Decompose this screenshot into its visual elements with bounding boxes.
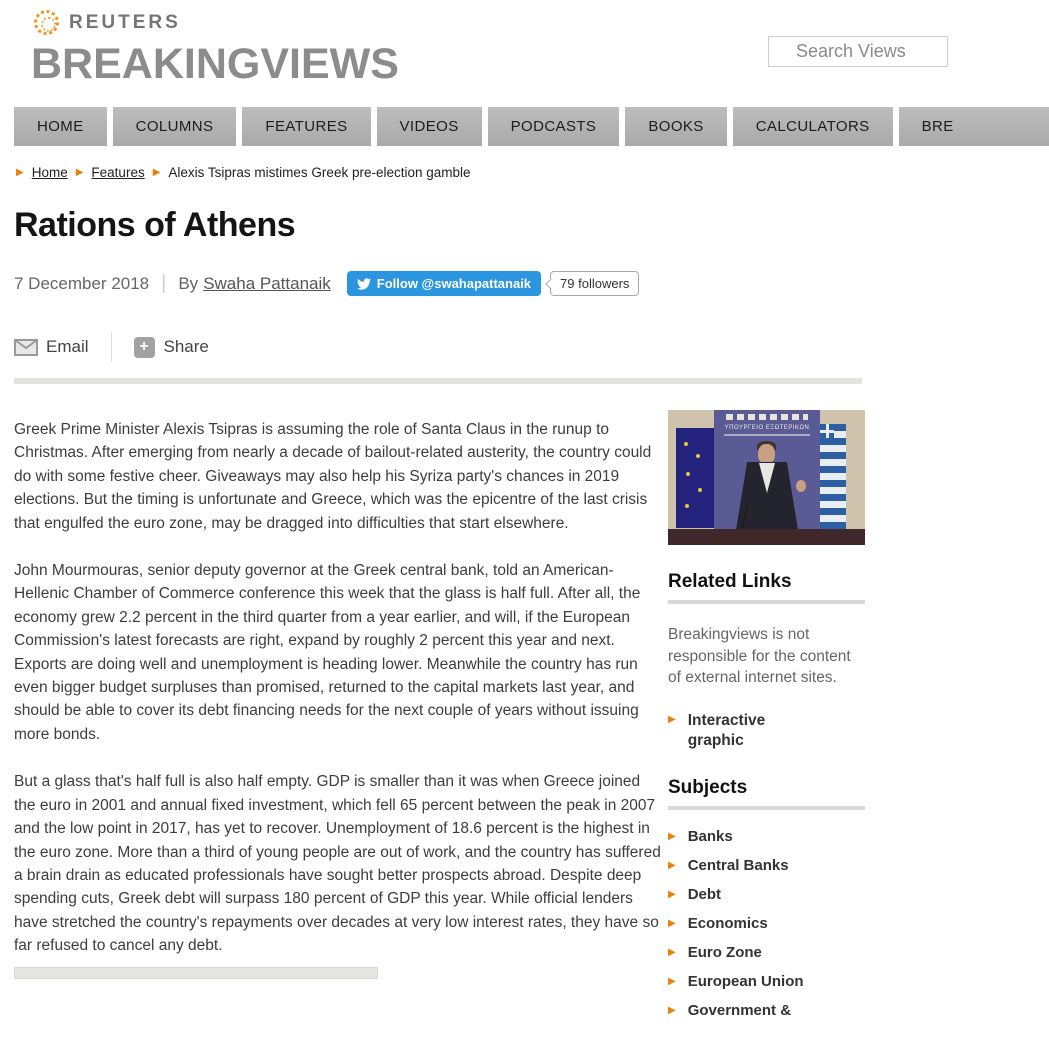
article-date: 7 December 2018 bbox=[14, 273, 150, 293]
bullet-arrow-icon: ▶ bbox=[668, 859, 676, 871]
author-link[interactable]: Swaha Pattanaik bbox=[203, 273, 331, 293]
eu-flag bbox=[676, 428, 714, 528]
subject-item-central-banks[interactable]: ▶ Central Banks bbox=[668, 856, 789, 874]
bullet-arrow-icon: ▶ bbox=[668, 713, 676, 725]
next-block-partial bbox=[14, 967, 378, 979]
breadcrumb-arrow-icon: ▶ bbox=[75, 166, 84, 178]
bullet-arrow-icon: ▶ bbox=[668, 975, 676, 987]
breadcrumb-link-home[interactable]: Home bbox=[31, 165, 68, 180]
breakingviews-wordmark[interactable]: BREAKINGVIEWS bbox=[31, 40, 399, 88]
bullet-arrow-icon: ▶ bbox=[668, 1004, 676, 1016]
sidebar bbox=[668, 410, 865, 1018]
bullet-arrow-icon: ▶ bbox=[668, 830, 676, 842]
search-input[interactable] bbox=[768, 36, 948, 67]
followers-count-badge[interactable]: 79 followers bbox=[550, 271, 639, 296]
photo-backdrop-subtext bbox=[724, 434, 810, 436]
article-body bbox=[14, 418, 662, 958]
share-divider bbox=[111, 332, 112, 362]
greek-flag-cross bbox=[820, 424, 834, 438]
share-button[interactable]: Share bbox=[163, 337, 209, 356]
twitter-follow-label: Follow @swahapattanaik bbox=[376, 276, 532, 291]
twitter-follow-button[interactable] bbox=[347, 271, 541, 296]
greek-flag bbox=[820, 424, 846, 545]
email-button[interactable]: Email bbox=[46, 337, 89, 356]
subject-item-government-clipped[interactable]: ▶ Government & bbox=[668, 1001, 792, 1019]
nav-item-books[interactable]: BOOKS bbox=[625, 107, 726, 146]
main-nav bbox=[14, 107, 954, 146]
subject-item-euro-zone[interactable]: ▶ Euro Zone bbox=[668, 943, 762, 961]
article-paragraph: John Mourmouras, senior deputy governor at the Greek central bank, told an American-Hellenic Chamber of Commerce conference this week that the glass is half full. After all, the economy grew 2.2 percent in the third quarter from a year earlier, and will, if the European Commission's latest forecasts are right, expand by roughly 2 percent this year and next. Exports are doing well and unemployment is heading lower. Meanwhile the country has run even bigger budget surpluses than promised, returned to the capital markets last year, and should be able to cover its debt financing needs for the next couple of years without issuing more bonds. bbox=[14, 562, 641, 743]
speaker-head bbox=[758, 444, 775, 464]
photo-backdrop-text: ΥΠΟΥΡΓΕΙΟ ΕΞΩΤΕΡΙΚΩΝ bbox=[724, 425, 810, 431]
breadcrumb-link-features[interactable]: Features bbox=[91, 165, 145, 180]
twitter-bird-icon bbox=[357, 277, 371, 291]
subjects-heading: Subjects bbox=[668, 776, 748, 798]
podium bbox=[668, 529, 865, 545]
site-header bbox=[0, 0, 880, 103]
bullet-arrow-icon: ▶ bbox=[668, 888, 676, 900]
subjects-list bbox=[668, 828, 865, 1018]
subject-item-banks[interactable]: ▶ Banks bbox=[668, 827, 733, 845]
breadcrumb-current: Alexis Tsipras mistimes Greek pre-election gamble bbox=[168, 165, 471, 180]
breadcrumb bbox=[16, 165, 471, 180]
nav-item-features[interactable]: FEATURES bbox=[242, 107, 370, 146]
nav-item-home[interactable]: HOME bbox=[14, 107, 107, 146]
bullet-arrow-icon: ▶ bbox=[668, 917, 676, 929]
nav-item-breakdown-clipped[interactable]: BRE bbox=[899, 107, 1049, 146]
related-links-heading: Related Links bbox=[668, 571, 792, 592]
nav-item-columns[interactable]: COLUMNS bbox=[113, 107, 237, 146]
email-icon bbox=[14, 339, 38, 356]
section-divider bbox=[14, 378, 862, 384]
nav-item-calculators[interactable]: CALCULATORS bbox=[733, 107, 893, 146]
related-link-interactive-graphic[interactable] bbox=[668, 711, 865, 751]
reuters-logo-icon bbox=[34, 10, 59, 35]
subject-item-debt[interactable]: ▶ Debt bbox=[668, 885, 722, 903]
breadcrumb-arrow-icon: ▶ bbox=[152, 166, 161, 178]
article-paragraph: But a glass that's half full is also half empty. GDP is smaller than it was when Greece joined the euro in 2001 and annual fixed investment, which fell 65 percent between the peak in 2007 and the low point in 2017, has yet to recover. Unemployment of 18.6 percent is the highest in the euro zone. More than a third of young people are out of work, and the country has suffered a brain drain as educated professionals have sought better prospects abroad. Despite deep spending cuts, Greek debt will surpass 180 percent of GDP this year. While official lenders have stretched the country's repayments over decades at very low interest rates, they have so far refused to cancel any debt. bbox=[14, 773, 661, 955]
related-link-label: Interactive graphic bbox=[687, 711, 766, 749]
subject-item-european-union[interactable]: ▶ European Union bbox=[668, 972, 804, 990]
nav-item-podcasts[interactable]: PODCASTS bbox=[488, 107, 620, 146]
article-photo-tsipras bbox=[668, 410, 865, 545]
nav-item-videos[interactable]: VIDEOS bbox=[377, 107, 482, 146]
subject-item-economics[interactable]: ▶ Economics bbox=[668, 914, 768, 932]
reuters-brand-link[interactable] bbox=[34, 10, 181, 35]
byline bbox=[14, 271, 662, 296]
share-toolbar bbox=[14, 332, 662, 362]
article-column bbox=[14, 196, 662, 979]
by-label: By bbox=[178, 273, 199, 293]
page-title: Rations of Athens bbox=[14, 206, 296, 244]
byline-divider: | bbox=[161, 272, 167, 294]
related-links-disclaimer: Breakingviews is not responsible for the content of external internet sites. bbox=[668, 626, 851, 686]
subjects-rule bbox=[668, 806, 865, 810]
bullet-arrow-icon: ▶ bbox=[668, 946, 676, 958]
photo-plaques bbox=[726, 414, 808, 420]
breadcrumb-arrow-icon: ▶ bbox=[16, 166, 24, 178]
article-paragraph: Greek Prime Minister Alexis Tsipras is assuming the role of Santa Claus in the runup to Christmas. After emerging from nearly a decade of bailout-related austerity, the country could do with some festive cheer. Giveaways may also help his Syriza party's chances in 2019 elections. But the timing is unfortunate and Greece, which was the epicentre of the last crisis that engulfed the euro zone, may be dragged into difficulties that start elsewhere. bbox=[14, 421, 652, 532]
share-plus-icon[interactable]: + bbox=[134, 337, 155, 358]
reuters-wordmark: REUTERS bbox=[69, 11, 181, 33]
speaker-hand bbox=[796, 480, 806, 492]
related-links-rule bbox=[668, 600, 865, 604]
